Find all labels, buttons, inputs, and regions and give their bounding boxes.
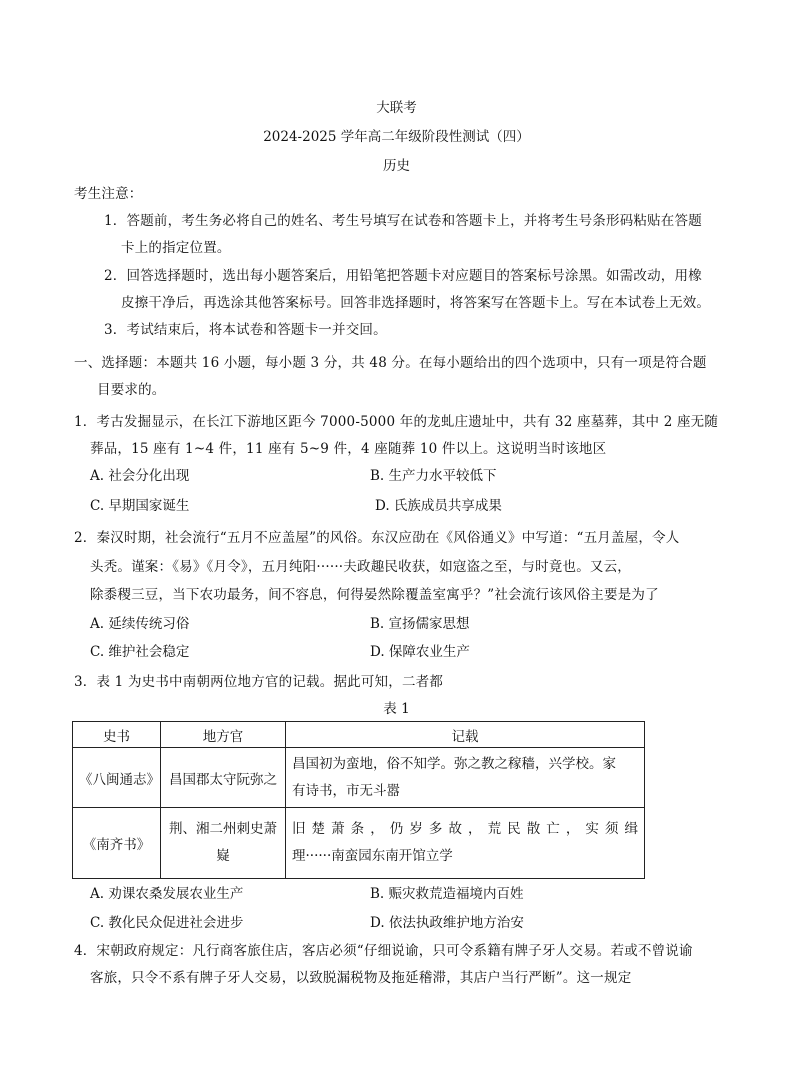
notice-item-2: 2．回答选择题时，选出每小题答案后，用铅笔把答题卡对应题目的答案标号涂黑。如需改动，用橡	[104, 268, 702, 284]
q1-option-a: A. 社会分化出现	[90, 468, 190, 484]
notice-item-1: 1．答题前，考生务必将自己的姓名、考生号填写在试卷和答题卡上，并将考生号条形码粘贴在答题	[104, 213, 702, 229]
q2-stem: 2．秦汉时期，社会流行“五月不应盖屋”的风俗。东汉应劭在《风俗通义》中写道：“五月盖屋，令人	[74, 530, 680, 546]
q1-option-b: B. 生产力水平较低下	[370, 468, 497, 484]
q2-option-b: B. 宣扬儒家思想	[370, 616, 470, 632]
notice-item-3: 3．考试结束后，将本试卷和答题卡一并交回。	[104, 322, 387, 338]
q2-option-d: D. 保障农业生产	[370, 644, 470, 660]
q1-stem-cont: 葬品，15 座有 1~4 件，11 座有 5~9 件，4 座随葬 10 件以上。这说明当时该地区	[90, 441, 607, 457]
exam-title: 2024-2025 学年高二年级阶段性测试（四）	[263, 129, 530, 145]
table-header-row	[73, 722, 645, 748]
q2-option-c: C. 维护社会稳定	[90, 644, 190, 660]
record-line-2: 有诗书，市无斗嚣	[292, 782, 400, 799]
table-cell-book: 《南齐书》	[73, 808, 161, 879]
q3-option-c: C. 教化民众促进社会进步	[90, 915, 244, 931]
notice-title: 考生注意：	[74, 186, 143, 202]
table-cell-record	[286, 748, 645, 808]
q3-option-d: D. 依法执政维护地方治安	[370, 915, 524, 931]
q4-stem-cont: 客旅，只令不系有牌子牙人交易，以致脱漏税物及拖延稽滞，其店户当行严断”。这一规定	[90, 970, 632, 986]
q1-stem: 1．考古发掘显示，在长江下游地区距今 7000-5000 年的龙虬庄遗址中，共有 32 座墓葬，其中 2 座无随	[74, 414, 719, 430]
table-row	[73, 808, 645, 879]
table-cell-official: 昌国郡太守阮弥之	[161, 748, 286, 808]
q2-stem-cont-1: 头秃。谨案：《易》《月令》，五月纯阳······夫政趣民收获，如寇盗之至，与时竟也。又云，	[90, 559, 631, 575]
table-cell-book: 《八闽通志》	[73, 748, 161, 808]
q1-option-c: C. 早期国家诞生	[90, 498, 190, 514]
q3-stem: 3．表 1 为史书中南朝两位地方官的记载。据此可知，二者都	[74, 674, 444, 690]
q3-option-a: A. 劝课农桑发展农业生产	[90, 886, 244, 902]
q4-stem: 4．宋朝政府规定：凡行商客旅住店，客店必须“仔细说谕，只可令系籍有牌子牙人交易。若或不曾说谕	[74, 943, 693, 959]
q2-stem-cont-2: 除黍稷三豆，当下农功最务，间不容息，何得晏然除覆盖室寓乎？”社会流行该风俗主要是为了	[90, 587, 659, 603]
notice-item-1-cont: 卡上的指定位置。	[121, 240, 231, 256]
official-line-2: 嶷	[216, 848, 230, 864]
q3-option-b: B. 赈灾救荒造福境内百姓	[370, 886, 524, 902]
table-header-official: 地方官	[161, 722, 286, 748]
records-table	[72, 721, 645, 879]
table-row	[73, 748, 645, 808]
section-heading-cont: 目要求的。	[97, 382, 166, 398]
table-header-record: 记载	[286, 722, 645, 748]
subject-title: 历史	[383, 158, 410, 174]
q2-option-a: A. 延续传统习俗	[90, 616, 190, 632]
table-cell-official	[161, 808, 286, 879]
table-caption: 表 1	[383, 701, 410, 717]
record-line-2: 理······南蛮园东南开馆立学	[292, 848, 453, 864]
notice-item-2-cont: 皮擦干净后，再选涂其他答案标号。回答非选择题时，将答案写在答题卡上。写在本试卷上无效。	[121, 295, 711, 311]
table-cell-record	[286, 808, 645, 879]
record-line-1: 昌国初为蛮地，俗不知学。弥之教之稼穑，兴学校。家	[292, 755, 616, 772]
record-line-1: 旧楚萧条，仍岁多故，荒民散亡，实须缉	[292, 821, 638, 837]
official-line-1: 荆、湘二州刺史萧	[169, 821, 277, 837]
section-heading: 一、选择题：本题共 16 小题，每小题 3 分，共 48 分。在每小题给出的四个选项中，只有一项是符合题	[74, 355, 707, 371]
table-header-book: 史书	[73, 722, 161, 748]
exam-organizer: 大联考	[376, 100, 417, 116]
q1-option-d: D. 氏族成员共享成果	[375, 498, 502, 514]
